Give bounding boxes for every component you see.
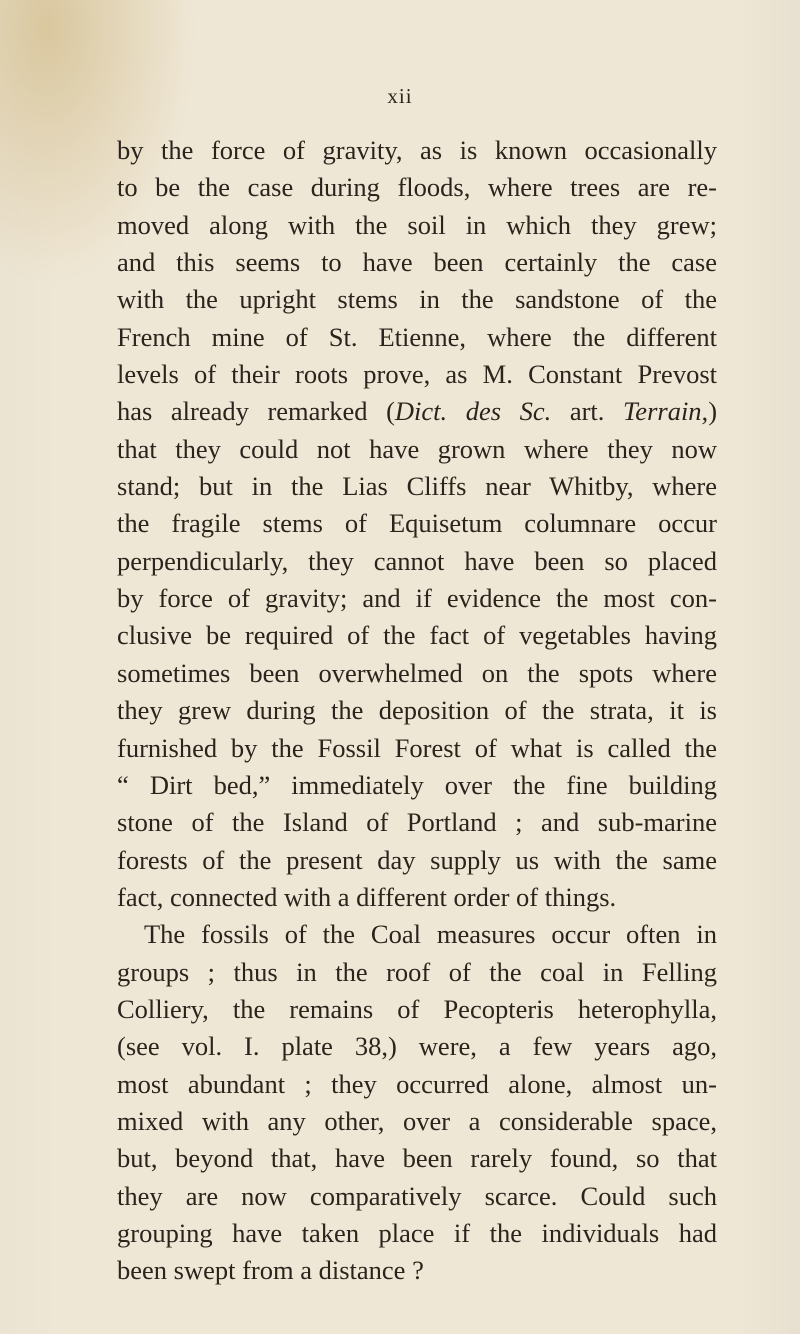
text-line: “ Dirt bed,” immediately over the fine building — [117, 769, 717, 800]
text-line: they are now comparatively scarce. Could such — [117, 1180, 717, 1211]
text-line: groups ; thus in the roof of the coal in Felling — [117, 956, 717, 987]
text-line: perpendicularly, they cannot have been so placed — [117, 545, 717, 576]
text-line: they grew during the deposition of the strata, it is — [117, 695, 717, 726]
text-line: moved along with the soil in which they grew; — [117, 209, 717, 240]
text-line: with the upright stems in the sandstone of the — [117, 284, 717, 315]
text-line: by the force of gravity, as is known occasionally — [117, 135, 717, 165]
text-line: The fossils of the Coal measures occur often in — [144, 919, 717, 950]
text-line: levels of their roots prove, as M. Constant Prevost — [117, 359, 717, 390]
text-line: but, beyond that, have been rarely found, so that — [117, 1143, 717, 1174]
text-line: to be the case during floods, where trees are re- — [117, 172, 717, 203]
text-line: French mine of St. Etienne, where the different — [117, 321, 717, 352]
text-line: furnished by the Fossil Forest of what is called the — [117, 732, 717, 763]
text-line: and this seems to have been certainly the case — [117, 247, 717, 278]
text-line: by force of gravity; and if evidence the most con- — [117, 583, 717, 614]
body-text — [117, 132, 717, 1290]
text-line: grouping have taken place if the individuals had — [117, 1217, 717, 1248]
text-line: clusive be required of the fact of vegetables having — [117, 620, 717, 651]
text-line: Colliery, the remains of Pecopteris heterophylla, — [117, 993, 717, 1024]
text-line: that they could not have grown where they now — [117, 433, 717, 464]
text-line: (see vol. I. plate 38,) were, a few years ago, — [117, 1031, 717, 1062]
page-number: xii — [387, 84, 413, 108]
text-line: fact, connected with a different order of things. — [117, 881, 617, 912]
text-line: been swept from a distance ? — [117, 1255, 424, 1286]
text-line: sometimes been overwhelmed on the spots where — [117, 657, 717, 688]
text-line: most abundant ; they occurred alone, almost un- — [117, 1068, 717, 1099]
text-line: stand; but in the Lias Cliffs near Whitby, where — [117, 471, 717, 502]
text-line: mixed with any other, over a considerable space, — [117, 1105, 717, 1136]
text-line: has already remarked (Dict. des Sc. art. Terrain,) — [117, 396, 718, 427]
text-line: forests of the present day supply us with the same — [117, 844, 717, 875]
text-line: stone of the Island of Portland ; and sub-marine — [117, 807, 717, 838]
text-line: the fragile stems of Equisetum columnare occur — [117, 508, 717, 539]
